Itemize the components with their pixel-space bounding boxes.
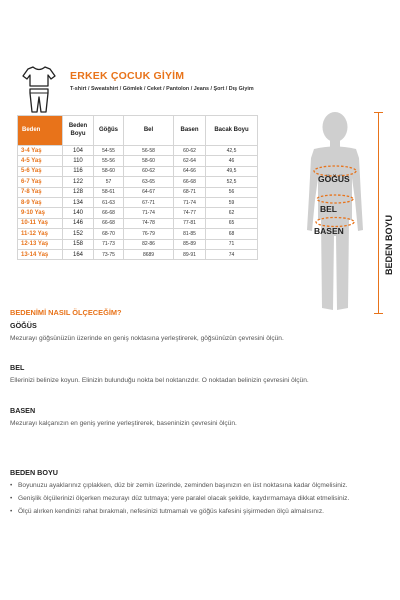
cell-chest: 61-63 bbox=[94, 197, 124, 207]
table-row bbox=[18, 249, 258, 259]
header-basen: Basen bbox=[174, 116, 206, 146]
tshirt-and-pants-icon bbox=[20, 64, 58, 114]
cell-chest: 66-68 bbox=[94, 218, 124, 228]
cell-leg: 74 bbox=[206, 249, 258, 259]
table-row bbox=[18, 146, 258, 156]
cell-height: 116 bbox=[63, 166, 94, 176]
table-header-row bbox=[18, 116, 258, 146]
cell-height: 140 bbox=[63, 208, 94, 218]
cell-waist: 8689 bbox=[124, 249, 174, 259]
list-item bbox=[10, 480, 382, 491]
bullet-icon: • bbox=[10, 495, 13, 502]
cell-waist: 82-86 bbox=[124, 239, 174, 249]
table-row bbox=[18, 156, 258, 166]
cell-waist: 67-71 bbox=[124, 197, 174, 207]
cell-age: 7-8 Yaş bbox=[18, 187, 63, 197]
cell-leg: 59 bbox=[206, 197, 258, 207]
cell-hip: 66-68 bbox=[174, 177, 206, 187]
waist-text: Ellerinizi belinize koyun. Elinizin bulunduğu nokta bel noktanızdır. O noktadan belinizin çevresini ölçün. bbox=[10, 377, 309, 384]
table-row bbox=[18, 177, 258, 187]
cell-leg: 68 bbox=[206, 229, 258, 239]
cell-chest: 55-56 bbox=[94, 156, 124, 166]
cell-age: 6-7 Yaş bbox=[18, 177, 63, 187]
cell-hip: 62-64 bbox=[174, 156, 206, 166]
step-text: Boyunuzu ayaklarınız çıplakken, düz bir zemin üzerinde, zeminden başınızın en üst noktasına kadar ölçmelisiniz. bbox=[18, 482, 348, 489]
chest-text: Mezurayı göğsünüzün üzerinde en geniş noktasına yerleştirerek, göğsünüzün çevresini ölçün. bbox=[10, 335, 284, 342]
cell-waist: 63-65 bbox=[124, 177, 174, 187]
cell-height: 128 bbox=[63, 187, 94, 197]
height-steps bbox=[10, 480, 382, 519]
table-row bbox=[18, 208, 258, 218]
cell-height: 134 bbox=[63, 197, 94, 207]
bullet-icon: • bbox=[10, 508, 13, 515]
cell-leg: 52,5 bbox=[206, 177, 258, 187]
cell-leg: 65 bbox=[206, 218, 258, 228]
list-item bbox=[10, 506, 382, 517]
cell-chest: 58-61 bbox=[94, 187, 124, 197]
cell-height: 122 bbox=[63, 177, 94, 187]
brand-title: ERKEK ÇOCUK GİYİM bbox=[70, 70, 185, 82]
cell-height: 158 bbox=[63, 239, 94, 249]
cell-chest: 58-60 bbox=[94, 166, 124, 176]
height-heading: BEDEN BOYU bbox=[10, 468, 58, 477]
height-label: BEDEN BOYU bbox=[384, 214, 394, 276]
cell-leg: 49,5 bbox=[206, 166, 258, 176]
table-row bbox=[18, 229, 258, 239]
table-row bbox=[18, 218, 258, 228]
chest-heading: GÖĞÜS bbox=[10, 321, 37, 330]
table-row bbox=[18, 166, 258, 176]
cell-waist: 76-79 bbox=[124, 229, 174, 239]
cell-height: 146 bbox=[63, 218, 94, 228]
cell-waist: 74-78 bbox=[124, 218, 174, 228]
cell-leg: 42,5 bbox=[206, 146, 258, 156]
cell-leg: 62 bbox=[206, 208, 258, 218]
hip-heading: BASEN bbox=[10, 406, 36, 415]
cell-hip: 89-91 bbox=[174, 249, 206, 259]
cell-hip: 77-81 bbox=[174, 218, 206, 228]
table-row bbox=[18, 197, 258, 207]
cell-waist: 60-62 bbox=[124, 166, 174, 176]
cell-hip: 68-71 bbox=[174, 187, 206, 197]
cell-height: 110 bbox=[63, 156, 94, 166]
hip-label: BASEN bbox=[314, 226, 344, 236]
cell-waist: 56-58 bbox=[124, 146, 174, 156]
table-row bbox=[18, 239, 258, 249]
cell-waist: 71-74 bbox=[124, 208, 174, 218]
header-bel: Bel bbox=[124, 116, 174, 146]
waist-label: BEL bbox=[320, 204, 337, 214]
cell-chest: 71-73 bbox=[94, 239, 124, 249]
height-top-cap bbox=[374, 112, 383, 113]
waist-heading: BEL bbox=[10, 363, 25, 372]
header-beden-boyu: Beden Boyu bbox=[63, 116, 94, 146]
step-text: Ölçü alırken kendinizi rahat bırakmalı, nefesinizi tutmamalı ve göğüs kafesini şişirmeden ölçü almalısınız. bbox=[18, 508, 325, 515]
hip-text: Mezurayı kalçanızın en geniş yerine yerleştirerek, baseninizin çevresini ölçün. bbox=[10, 420, 237, 427]
cell-age: 12-13 Yaş bbox=[18, 239, 63, 249]
bullet-icon: • bbox=[10, 482, 13, 489]
header-gogus: Göğüs bbox=[94, 116, 124, 146]
cell-hip: 74-77 bbox=[174, 208, 206, 218]
cell-leg: 46 bbox=[206, 156, 258, 166]
header-beden: Beden bbox=[18, 116, 63, 146]
cell-chest: 54-55 bbox=[94, 146, 124, 156]
height-measure-line bbox=[378, 112, 379, 314]
cell-chest: 73-75 bbox=[94, 249, 124, 259]
size-table bbox=[17, 115, 258, 260]
guide-title: BEDENİMİ NASIL ÖLÇECEĞİM? bbox=[10, 308, 122, 317]
cell-age: 3-4 Yaş bbox=[18, 146, 63, 156]
cell-hip: 64-66 bbox=[174, 166, 206, 176]
cell-age: 10-11 Yaş bbox=[18, 218, 63, 228]
cell-chest: 57 bbox=[94, 177, 124, 187]
cell-hip: 85-89 bbox=[174, 239, 206, 249]
cell-chest: 66-68 bbox=[94, 208, 124, 218]
cell-height: 164 bbox=[63, 249, 94, 259]
cell-age: 13-14 Yaş bbox=[18, 249, 63, 259]
cell-waist: 64-67 bbox=[124, 187, 174, 197]
header-bacak-boyu: Bacak Boyu bbox=[206, 116, 258, 146]
cell-age: 11-12 Yaş bbox=[18, 229, 63, 239]
cell-height: 104 bbox=[63, 146, 94, 156]
cell-age: 4-5 Yaş bbox=[18, 156, 63, 166]
cell-hip: 81-85 bbox=[174, 229, 206, 239]
cell-chest: 68-70 bbox=[94, 229, 124, 239]
table-row bbox=[18, 187, 258, 197]
cell-age: 5-6 Yaş bbox=[18, 166, 63, 176]
step-text: Genişlik ölçülerinizi ölçerken mezurayı düz tutmaya; yere paralel olacak şekilde, kaydırmamaya dikkat etmelisiniz. bbox=[18, 495, 350, 502]
cell-age: 8-9 Yaş bbox=[18, 197, 63, 207]
brand-subtitle: T-shirt / Sweatshirt / Gömlek / Ceket / Pantolon / Jeans / Şort / Dış Giyim bbox=[70, 86, 254, 92]
cell-leg: 56 bbox=[206, 187, 258, 197]
height-bottom-cap bbox=[374, 313, 383, 314]
cell-height: 152 bbox=[63, 229, 94, 239]
cell-waist: 58-60 bbox=[124, 156, 174, 166]
cell-hip: 71-74 bbox=[174, 197, 206, 207]
cell-hip: 60-62 bbox=[174, 146, 206, 156]
chest-label: GÖĞÜS bbox=[318, 174, 350, 184]
cell-leg: 71 bbox=[206, 239, 258, 249]
list-item bbox=[10, 493, 382, 504]
cell-age: 9-10 Yaş bbox=[18, 208, 63, 218]
